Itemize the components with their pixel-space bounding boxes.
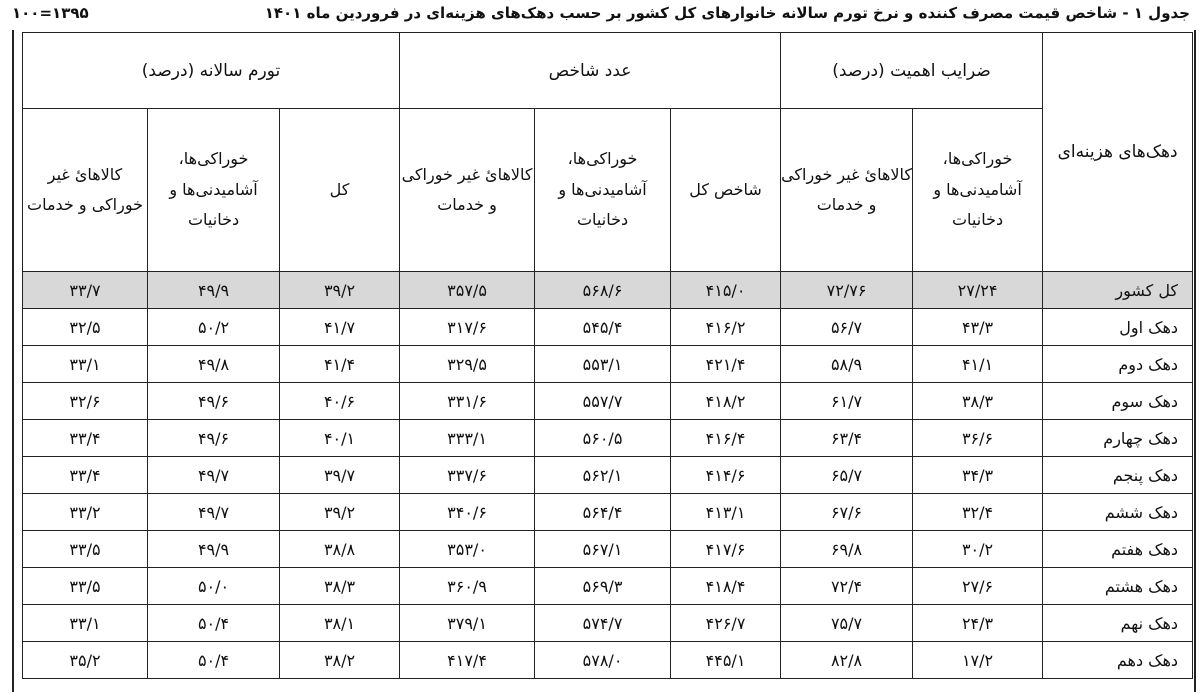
row-label: دهک اول [1043, 309, 1193, 346]
table-row [23, 420, 1193, 457]
subheader-weights-nonfood: کالاهائ غیر خوراکی و خدمات [781, 109, 913, 272]
table-cell: ۴۱۴/۶ [671, 457, 781, 494]
column-header-deciles: دهک‌های هزینه‌ای [1043, 33, 1193, 272]
table-row [23, 531, 1193, 568]
table-cell: ۳۳/۵ [23, 531, 148, 568]
row-label: دهک هفتم [1043, 531, 1193, 568]
table-cell: ۳۷۹/۱ [400, 605, 535, 642]
table-cell: ۳۵/۲ [23, 642, 148, 679]
table-cell: ۳۳/۲ [23, 494, 148, 531]
table-cell: ۳۸/۳ [280, 568, 400, 605]
table-cell: ۴۳/۳ [913, 309, 1043, 346]
table-row [23, 346, 1193, 383]
table-cell: ۳۲/۵ [23, 309, 148, 346]
subheader-index-nonfood: کالاهائ غیر خوراکی و خدمات [400, 109, 535, 272]
table-cell: ۳۳/۴ [23, 420, 148, 457]
table-cell: ۳۶/۶ [913, 420, 1043, 457]
table-cell: ۴۹/۷ [148, 494, 280, 531]
table-cell: ۳۳۳/۱ [400, 420, 535, 457]
table-cell: ۴۱/۱ [913, 346, 1043, 383]
table-cell: ۵۶۴/۴ [535, 494, 671, 531]
table-cell: ۷۵/۷ [781, 605, 913, 642]
table-cell: ۵۵۳/۱ [535, 346, 671, 383]
table-cell: ۴۱۸/۴ [671, 568, 781, 605]
table-cell: ۵۶۹/۳ [535, 568, 671, 605]
table-cell: ۲۴/۳ [913, 605, 1043, 642]
table-cell: ۵۷۴/۷ [535, 605, 671, 642]
table-cell: ۵۰/۰ [148, 568, 280, 605]
table-cell: ۳۳۷/۶ [400, 457, 535, 494]
table-cell: ۳۴/۳ [913, 457, 1043, 494]
table-body [23, 272, 1193, 679]
table-cell: ۳۳/۵ [23, 568, 148, 605]
subheader-index-food: خوراکی‌ها، آشامیدنی‌ها و دخانیات [535, 109, 671, 272]
table-title: جدول ۱ - شاخص قیمت مصرف کننده و نرخ تورم سالانه خانوارهای کل کشور بر حسب دهک‌های هزینه‌ای در فروردین ماه ۱۴۰۱ [264, 4, 1190, 22]
table-cell: ۳۱۷/۶ [400, 309, 535, 346]
table-cell: ۳۹/۷ [280, 457, 400, 494]
table-cell: ۴۱۳/۱ [671, 494, 781, 531]
table-cell: ۴۰/۶ [280, 383, 400, 420]
table-cell: ۵۵۷/۷ [535, 383, 671, 420]
table-cell: ۱۷/۲ [913, 642, 1043, 679]
table-cell: ۴۲۱/۴ [671, 346, 781, 383]
table-cell: ۵۶۰/۵ [535, 420, 671, 457]
table-cell: ۶۳/۴ [781, 420, 913, 457]
table-cell: ۳۸/۲ [280, 642, 400, 679]
table-cell: ۴۱/۷ [280, 309, 400, 346]
table-cell: ۵۶۲/۱ [535, 457, 671, 494]
table-cell: ۵۶۸/۶ [535, 272, 671, 309]
table-cell: ۳۶۰/۹ [400, 568, 535, 605]
base-year-note: ۱۰۰=۱۳۹۵ [12, 4, 89, 22]
table-title-bar [0, 0, 1200, 30]
table-cell: ۲۷/۶ [913, 568, 1043, 605]
cpi-table [22, 32, 1193, 679]
group-header-inflation: تورم سالانه (درصد) [23, 33, 400, 109]
row-label: دهک چهارم [1043, 420, 1193, 457]
subheader-index-total: شاخص کل [671, 109, 781, 272]
table-cell: ۴۹/۷ [148, 457, 280, 494]
table-cell: ۳۲۹/۵ [400, 346, 535, 383]
table-cell: ۷۲/۷۶ [781, 272, 913, 309]
table-cell: ۵۶/۷ [781, 309, 913, 346]
table-cell: ۴۱۶/۴ [671, 420, 781, 457]
table-cell: ۴۰/۱ [280, 420, 400, 457]
table-cell: ۴۹/۶ [148, 420, 280, 457]
table-cell: ۲۷/۲۴ [913, 272, 1043, 309]
table-row [23, 568, 1193, 605]
table-cell: ۳۰/۲ [913, 531, 1043, 568]
table-cell: ۳۲/۴ [913, 494, 1043, 531]
table-cell: ۳۲/۶ [23, 383, 148, 420]
table-row [23, 605, 1193, 642]
table-cell: ۴۹/۹ [148, 531, 280, 568]
table-cell: ۴۹/۶ [148, 383, 280, 420]
table-cell: ۳۵۳/۰ [400, 531, 535, 568]
table-cell: ۵۰/۲ [148, 309, 280, 346]
table-cell: ۸۲/۸ [781, 642, 913, 679]
table-cell: ۳۹/۲ [280, 494, 400, 531]
table-cell: ۳۸/۱ [280, 605, 400, 642]
table-cell: ۳۳/۱ [23, 346, 148, 383]
table-row-total [23, 272, 1193, 309]
table-cell: ۴۱۷/۴ [400, 642, 535, 679]
table-cell: ۶۵/۷ [781, 457, 913, 494]
table-cell: ۴۴۵/۱ [671, 642, 781, 679]
table-cell: ۴۱۶/۲ [671, 309, 781, 346]
table-cell: ۵۴۵/۴ [535, 309, 671, 346]
table-cell: ۴۹/۹ [148, 272, 280, 309]
table-cell: ۴۱۵/۰ [671, 272, 781, 309]
table-cell: ۳۴۰/۶ [400, 494, 535, 531]
table-cell: ۴۹/۸ [148, 346, 280, 383]
table-cell: ۴۱/۴ [280, 346, 400, 383]
table-cell: ۳۳/۷ [23, 272, 148, 309]
table-cell: ۳۸/۸ [280, 531, 400, 568]
table-row [23, 457, 1193, 494]
row-label: دهک پنجم [1043, 457, 1193, 494]
table-cell: ۶۹/۸ [781, 531, 913, 568]
table-cell: ۳۳/۱ [23, 605, 148, 642]
table-row [23, 642, 1193, 679]
group-header-index: عدد شاخص [400, 33, 781, 109]
row-label: دهک سوم [1043, 383, 1193, 420]
table-cell: ۵۸/۹ [781, 346, 913, 383]
row-label: دهک هشتم [1043, 568, 1193, 605]
row-label: دهک دهم [1043, 642, 1193, 679]
group-header-weights: ضرایب اهمیت (درصد) [781, 33, 1043, 109]
table-cell: ۶۷/۶ [781, 494, 913, 531]
table-row [23, 494, 1193, 531]
table-cell: ۵۶۷/۱ [535, 531, 671, 568]
table-row [23, 383, 1193, 420]
table-cell: ۷۲/۴ [781, 568, 913, 605]
row-label: کل کشور [1043, 272, 1193, 309]
subheader-inflation-food: خوراکی‌ها، آشامیدنی‌ها و دخانیات [148, 109, 280, 272]
row-label: دهک نهم [1043, 605, 1193, 642]
table-cell: ۳۳۱/۶ [400, 383, 535, 420]
row-label: دهک دوم [1043, 346, 1193, 383]
table-cell: ۴۱۸/۲ [671, 383, 781, 420]
table-cell: ۳۳/۴ [23, 457, 148, 494]
table-row [23, 309, 1193, 346]
table-cell: ۳۸/۳ [913, 383, 1043, 420]
table-cell: ۳۵۷/۵ [400, 272, 535, 309]
table-cell: ۴۲۶/۷ [671, 605, 781, 642]
subheader-inflation-nonfood: کالاهائ غیر خوراکی و خدمات [23, 109, 148, 272]
subheader-inflation-total: کل [280, 109, 400, 272]
row-label: دهک ششم [1043, 494, 1193, 531]
subheader-weights-food: خوراکی‌ها، آشامیدنی‌ها و دخانیات [913, 109, 1043, 272]
table-cell: ۵۷۸/۰ [535, 642, 671, 679]
table-cell: ۴۱۷/۶ [671, 531, 781, 568]
table-cell: ۶۱/۷ [781, 383, 913, 420]
table-cell: ۵۰/۴ [148, 605, 280, 642]
table-cell: ۳۹/۲ [280, 272, 400, 309]
table-cell: ۵۰/۴ [148, 642, 280, 679]
